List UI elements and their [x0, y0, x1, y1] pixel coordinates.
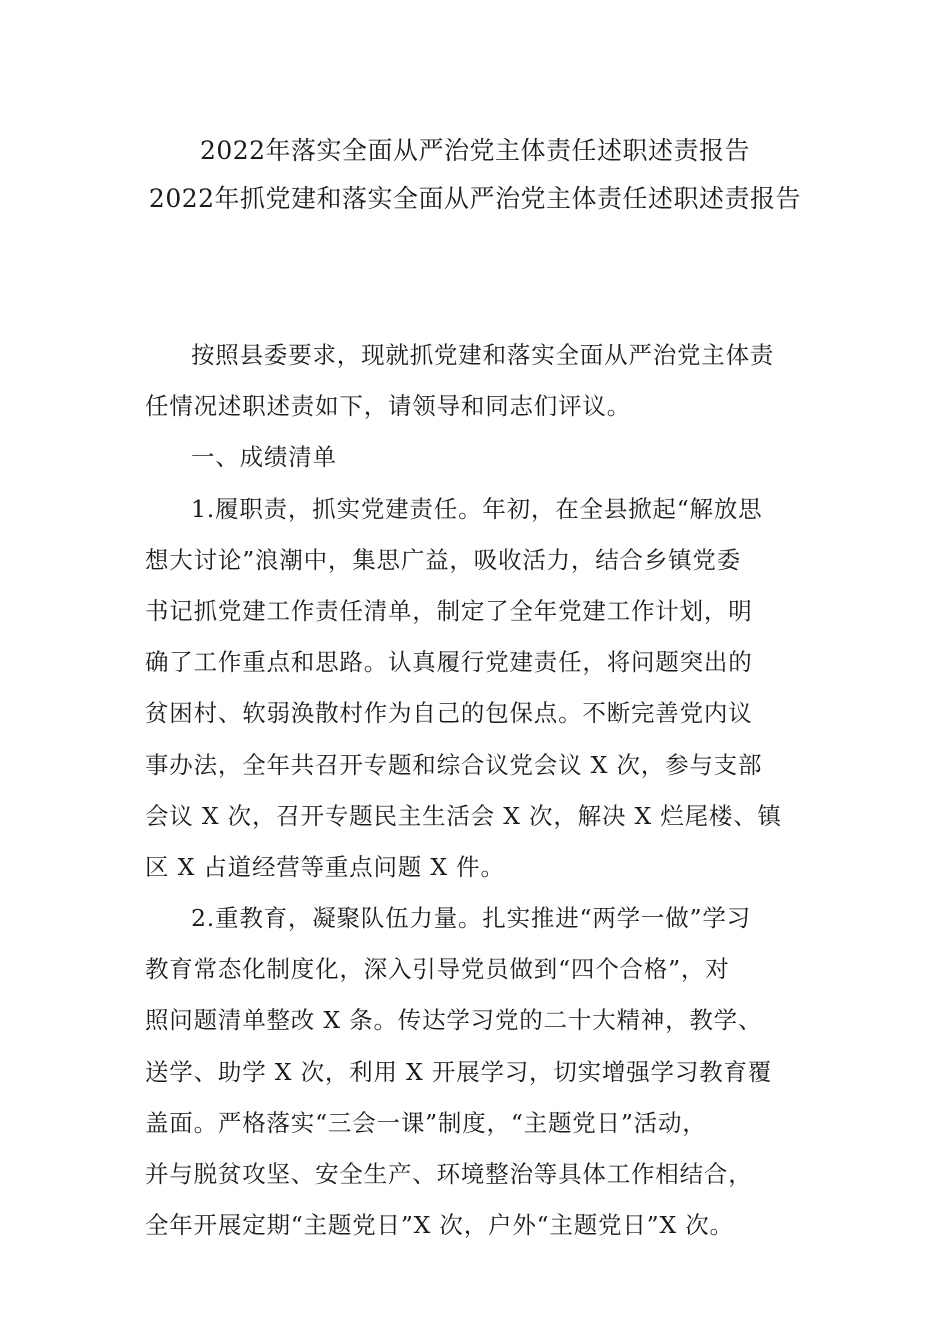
- paragraph-1-line: 会议 X 次，召开专题民主生活会 X 次，解决 X 烂尾楼、镇: [145, 801, 782, 830]
- paragraph-2-line: 盖面。严格落实“三会一课”制度，“主题党日”活动，: [145, 1108, 707, 1137]
- paragraph-2-line: 教育常态化制度化，深入引导党员做到“四个合格”，对: [145, 955, 730, 984]
- paragraph-2-line: 2.重教育，凝聚队伍力量。扎实推进“两学一做”学习: [191, 904, 751, 933]
- paragraph-1-line: 事办法，全年共召开专题和综合议党会议 X 次，参与支部: [145, 750, 763, 779]
- paragraph-2-line: 全年开展定期“主题党日”X 次，户外“主题党日”X 次。: [145, 1211, 734, 1240]
- paragraph-2-line: 并与脱贫攻坚、安全生产、环境整治等具体工作相结合，: [145, 1160, 753, 1188]
- paragraph-1-line: 想大讨论”浪潮中，集思广益，吸收活力，结合乡镇党委: [145, 545, 742, 574]
- paragraph-2-line: 送学、助学 X 次，利用 X 开展学习，切实增强学习教育覆: [145, 1057, 773, 1086]
- paragraph-1-line: 区 X 占道经营等重点问题 X 件。: [145, 852, 505, 881]
- paragraph-1-line: 1.履职责，抓实党建责任。年初，在全县掀起“解放思: [191, 494, 763, 523]
- paragraph-2-line: 照问题清单整改 X 条。传达学习党的二十大精神，教学、: [145, 1006, 763, 1035]
- paragraph-1-line: 贫困村、软弱涣散村作为自己的包保点。不断完善党内议: [145, 699, 753, 728]
- section-heading: 一、成绩清单: [191, 443, 337, 472]
- paragraph-intro-line: 任情况述职述责如下，请领导和同志们评议。: [145, 392, 631, 421]
- document-subtitle: 2022年抓党建和落实全面从严治党主体责任述职述责报告: [148, 184, 802, 213]
- paragraph-intro-line: 按照县委要求，现就抓党建和落实全面从严治党主体责: [191, 341, 775, 369]
- document-body: [145, 330, 807, 1251]
- document-title: 2022年落实全面从严治党主体责任述职述责报告: [199, 136, 751, 165]
- paragraph-1-line: 书记抓党建工作责任清单，制定了全年党建工作计划，明: [145, 596, 753, 625]
- paragraph-1-line: 确了工作重点和思路。认真履行党建责任，将问题突出的: [145, 648, 753, 677]
